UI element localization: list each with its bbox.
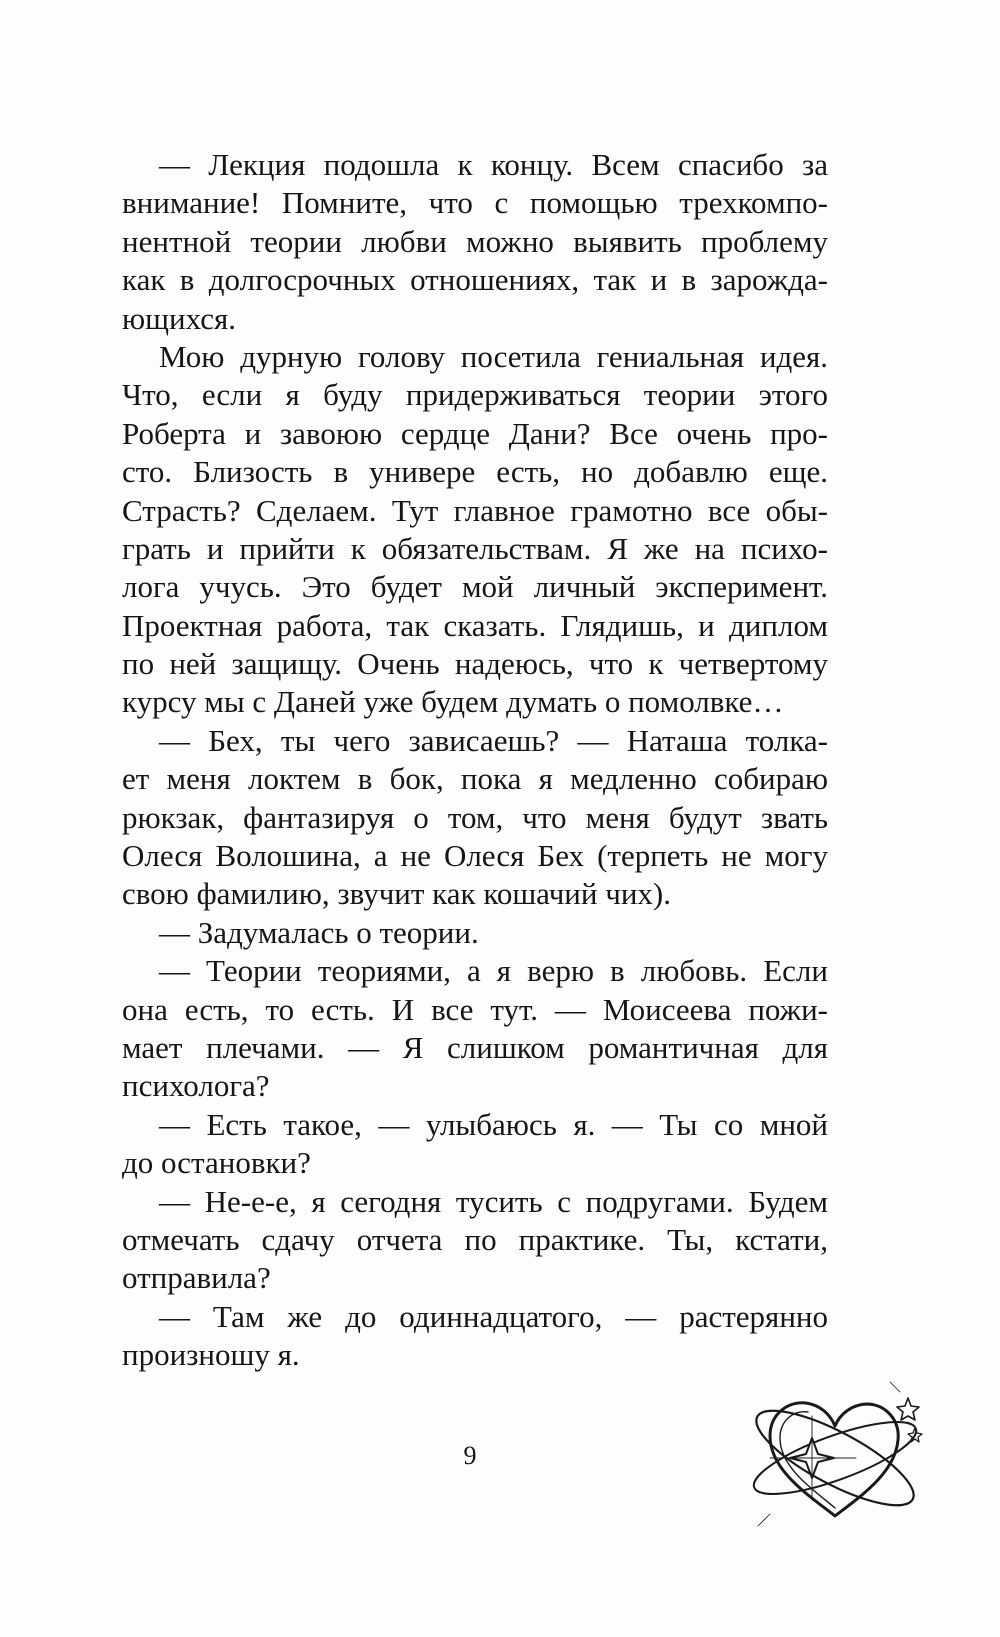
text-line: отправила? xyxy=(122,1260,271,1296)
text-line: свою фамилию, звучит как кошачий чих). xyxy=(122,876,671,912)
text-line: лога учусь. Это будет мой личный эксперимент. xyxy=(122,569,828,605)
page-number: 9 xyxy=(463,1441,477,1470)
text-line: мает плечами. — Я слишком романтичная для xyxy=(122,1029,828,1065)
text-line: произношу я. xyxy=(122,1337,300,1373)
text-line: как в долгосрочных отношениях, так и в зарожда- xyxy=(122,262,828,298)
text-line: ющихся. xyxy=(122,300,236,336)
text-line: Мою дурную голову посетила гениальная идея. xyxy=(159,338,828,374)
text-line: Страсть? Сделаем. Тут главное грамотно все обы- xyxy=(122,492,828,528)
text-line: Олеся Волошина, а не Олеся Бех (терпеть не могу xyxy=(122,838,828,874)
text-line: — Не-е-е, я сегодня тусить с подругами. Будем xyxy=(159,1183,828,1219)
text-line: внимание! Помните, что с помощью трехкомпо- xyxy=(122,185,828,221)
text-line: сто. Близость в универе есть, но добавлю еще. xyxy=(122,454,828,490)
text-line: грать и прийти к обязательствам. Я же на психо- xyxy=(122,530,828,566)
text-line: рюкзак, фантазируя о том, что меня будут звать xyxy=(122,799,828,835)
text-line: отмечать сдачу отчета по практике. Ты, кстати, xyxy=(122,1221,828,1257)
text-line: до остановки? xyxy=(122,1145,311,1181)
heart-with-orbits-and-star-icon xyxy=(740,1376,930,1546)
page-body-text xyxy=(122,146,828,1375)
text-line: нентной теории любви можно выявить проблему xyxy=(122,223,828,259)
text-line: — Есть такое, — улыбаюсь я. — Ты со мной xyxy=(159,1106,828,1142)
text-line: — Задумалась о теории. xyxy=(159,914,479,950)
text-line: Роберта и завоюю сердце Дани? Все очень про- xyxy=(122,415,828,451)
text-line: она есть, то есть. И все тут. — Моисеева пожи- xyxy=(122,991,828,1027)
text-line: ет меня локтем в бок, пока я медленно собираю xyxy=(122,761,828,797)
text-line: — Бех, ты чего зависаешь? — Наташа толка- xyxy=(159,722,828,758)
text-line: Что, если я буду придерживаться теории этого xyxy=(122,377,828,413)
text-line: по ней защищу. Очень надеюсь, что к четвертому xyxy=(122,646,828,682)
text-line: курсу мы с Даней уже будем думать о помолвке… xyxy=(122,684,784,720)
text-line: — Теории теориями, а я верю в любовь. Если xyxy=(159,953,828,989)
text-line: психолога? xyxy=(122,1068,270,1104)
text-line: — Там же до одиннадцатого, — растерянно xyxy=(159,1298,828,1334)
text-line: — Лекция подошла к концу. Всем спасибо за xyxy=(159,147,828,182)
text-line: Проектная работа, так сказать. Глядишь, и диплом xyxy=(122,607,828,643)
